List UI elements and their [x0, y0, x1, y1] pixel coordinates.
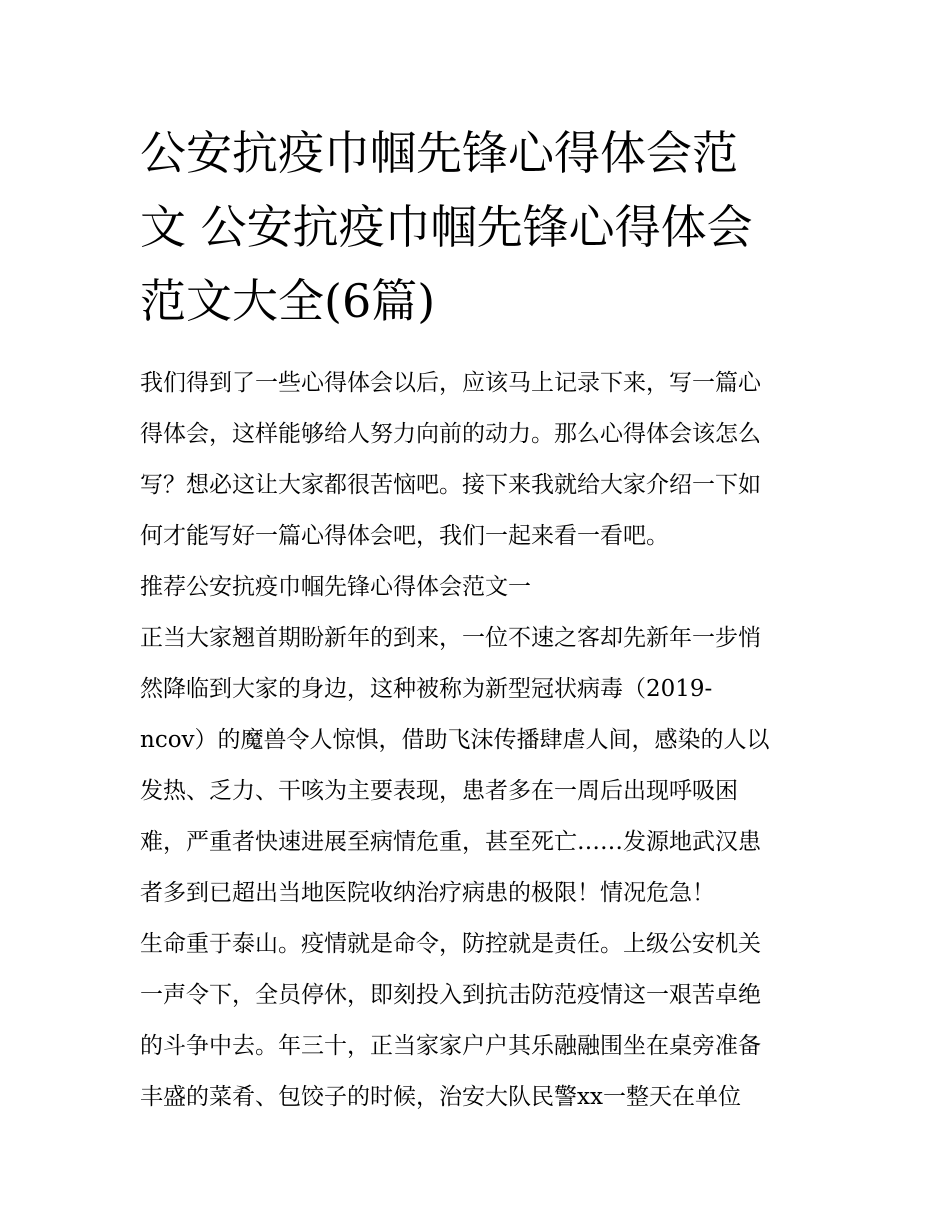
- body-line: 得体会，这样能够给人努力向前的动力。那么心得体会该怎么: [140, 421, 761, 447]
- body-line: 一声令下，全员停休，即刻投入到抗击防范疫情这一艰苦卓绝: [140, 982, 761, 1008]
- body-line: 丰盛的菜肴、包饺子的时候，治安大队民警xx一整天在单位: [140, 1084, 741, 1110]
- body-line: 难，严重者快速进展至病情危重，甚至死亡……发源地武汉患: [140, 829, 761, 855]
- section-heading: 推荐公安抗疫巾帼先锋心得体会范文一: [140, 574, 531, 600]
- body-line: 何才能写好一篇心得体会吧，我们一起来看一看吧。: [140, 523, 669, 549]
- body-line: 正当大家翘首期盼新年的到来，一位不速之客却先新年一步悄: [140, 625, 761, 651]
- title-line: 范文大全(6篇): [140, 274, 436, 328]
- body-line: 者多到已超出当地医院收纳治疗病患的极限！情况危急！: [140, 880, 715, 906]
- body-line: 写？想必这让大家都很苦恼吧。接下来我就给大家介绍一下如: [140, 472, 761, 498]
- body-line: ncov）的魔兽令人惊惧，借助飞沫传播肆虐人间，感染的人以: [140, 727, 770, 753]
- body-line: 我们得到了一些心得体会以后，应该马上记录下来，写一篇心: [140, 370, 761, 396]
- title-line: 公安抗疫巾帼先锋心得体会范: [140, 126, 738, 180]
- body-line: 发热、乏力、干咳为主要表现，患者多在一周后出现呼吸困: [140, 778, 738, 804]
- body-line: 生命重于泰山。疫情就是命令，防控就是责任。上级公安机关: [140, 931, 761, 957]
- document-body: [140, 358, 820, 1123]
- body-line: 然降临到大家的身边，这种被称为新型冠状病毒（2019-: [140, 676, 713, 702]
- body-line: 的斗争中去。年三十，正当家家户户其乐融融围坐在桌旁准备: [140, 1033, 761, 1059]
- title-line: 文 公安抗疫巾帼先锋心得体会: [140, 200, 753, 254]
- document-title: [140, 116, 820, 338]
